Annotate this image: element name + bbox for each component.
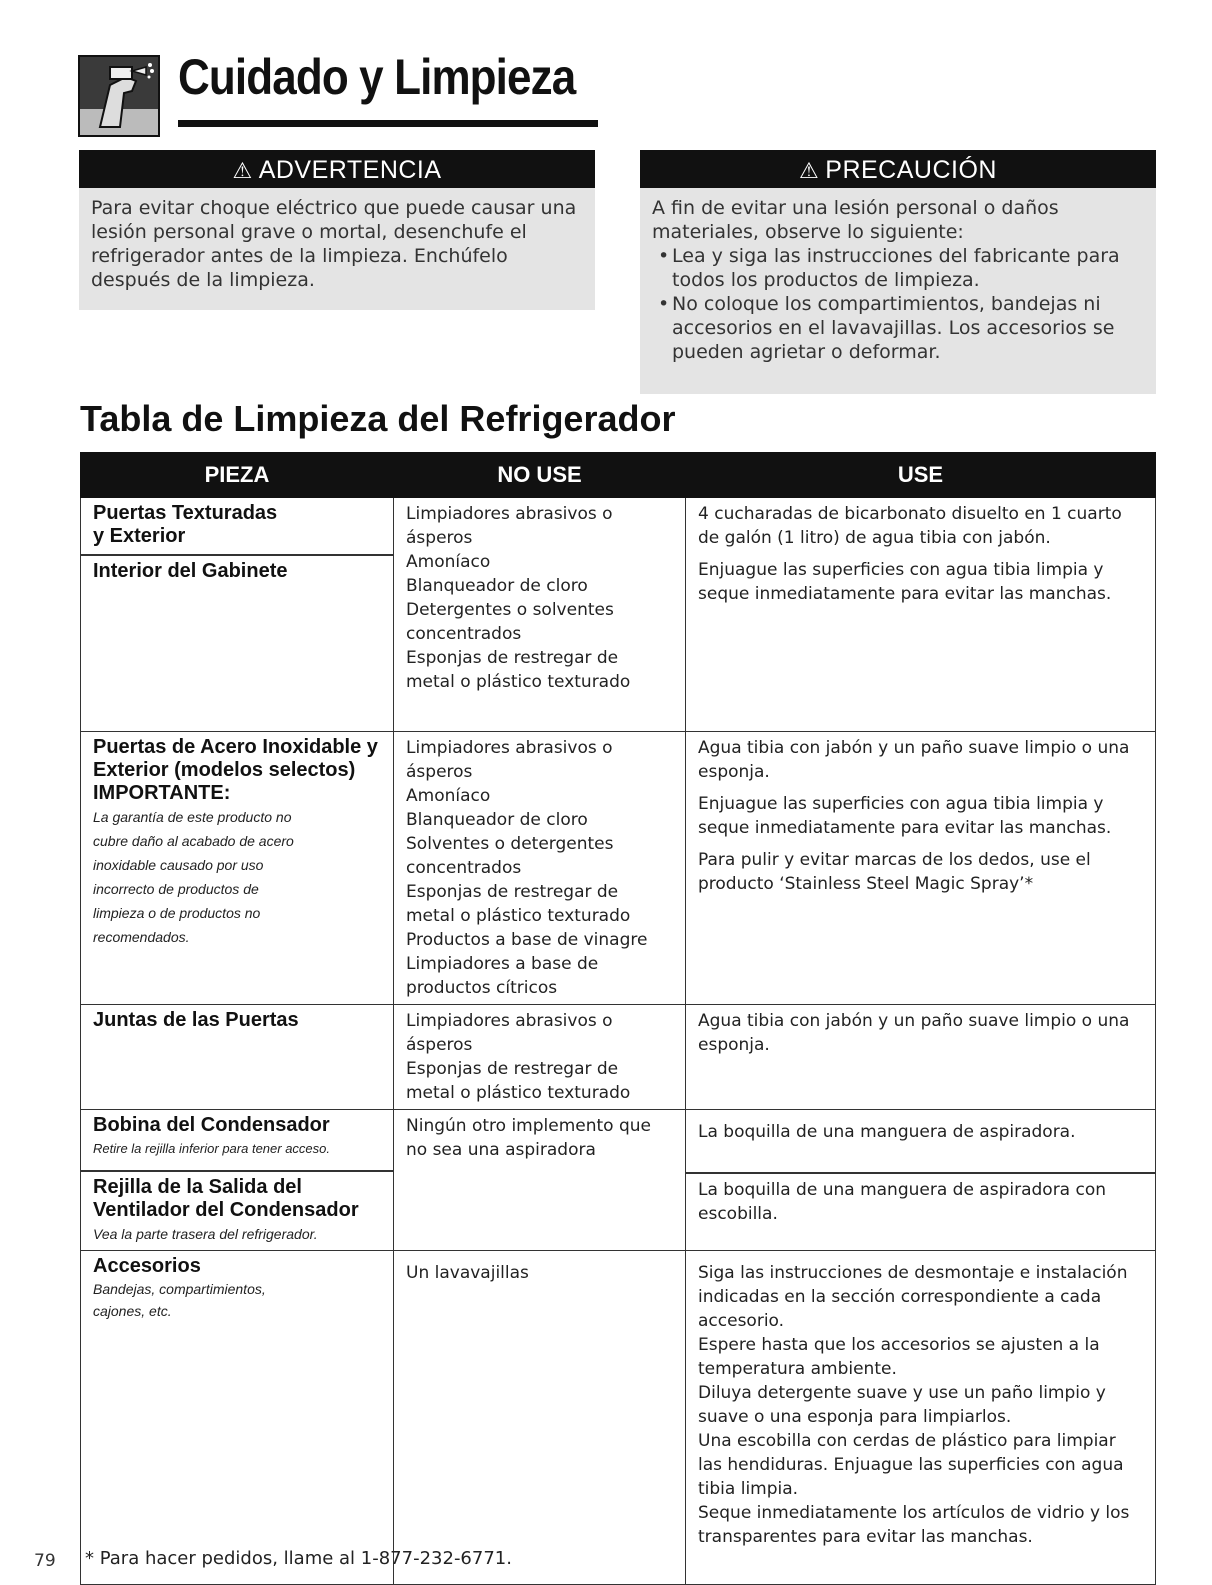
use-text: Agua tibia con jabón y un paño suave limpio o una esponja. <box>698 738 1130 782</box>
title-underline <box>178 120 598 127</box>
no-use-item: concentrados <box>406 624 522 644</box>
use-text: Diluya detergente suave y use un paño limpio y suave o una esponja para limpiarlos. <box>698 1383 1106 1427</box>
part-name: Puertas de Acero Inoxidable y Exterior (modelos selectos) <box>93 736 378 781</box>
caution-text <box>640 188 1156 372</box>
no-use-item: Un lavavajillas <box>406 1263 529 1283</box>
part-note: Bandejas, compartimientos, cajones, etc. <box>93 1281 266 1319</box>
no-use-item: Solventes o detergentes <box>406 834 614 854</box>
no-use-cell <box>394 498 686 732</box>
use-cell <box>686 498 1156 732</box>
table-header-row <box>81 453 1156 498</box>
no-use-item: ásperos <box>406 528 473 548</box>
no-use-item: productos cítricos <box>406 978 558 998</box>
no-use-item: metal o plástico texturado <box>406 906 631 926</box>
part-note: Vea la parte trasera del refrigerador. <box>93 1226 318 1242</box>
no-use-item: Esponjas de restregar de <box>406 882 619 902</box>
part-cell <box>81 1251 394 1585</box>
no-use-item: Amoníaco <box>406 552 491 572</box>
no-use-item: Detergentes o solventes <box>406 600 614 620</box>
no-use-item: Blanqueador de cloro <box>406 810 588 830</box>
page-title: Cuidado y Limpieza <box>178 49 576 105</box>
part-cell <box>81 498 394 732</box>
spray-bottle-icon <box>78 55 160 137</box>
part-cell <box>81 1110 394 1251</box>
no-use-item: Limpiadores abrasivos o <box>406 738 613 758</box>
section-title: Tabla de Limpieza del Refrigerador <box>80 398 676 439</box>
cleaning-table <box>80 452 1156 1585</box>
no-use-item: Ningún otro implemento que <box>406 1116 651 1136</box>
column-header-use: USE <box>686 453 1156 498</box>
part-note: Retire la rejilla inferior para tener acceso. <box>93 1141 330 1156</box>
no-use-item: Esponjas de restregar de <box>406 1059 619 1079</box>
use-text: La boquilla de una manguera de aspiradora. <box>698 1122 1076 1142</box>
no-use-item: Blanqueador de cloro <box>406 576 588 596</box>
part-name: Puertas Texturadas y Exterior <box>93 502 278 547</box>
page-number: 79 <box>34 1551 56 1571</box>
use-cell <box>686 1005 1156 1110</box>
footnote: * Para hacer pedidos, llame al 1-877-232-6771. <box>85 1548 512 1569</box>
part-name: Rejilla de la Salida del Ventilador del Condensador <box>93 1176 359 1221</box>
part-note: La garantía de este producto no cubre daño al acabado de acero inoxidable causado por uso incorrecto de productos de limpieza o de productos no recomendados. <box>93 809 294 945</box>
use-text: Espere hasta que los accesorios se ajusten a la temperatura ambiente. <box>698 1335 1100 1379</box>
no-use-item: Esponjas de restregar de <box>406 648 619 668</box>
warning-triangle-icon: ⚠ <box>799 158 820 183</box>
use-text: Siga las instrucciones de desmontaje e instalación indicadas en la sección correspondiente a cada accesorio. <box>698 1263 1128 1331</box>
no-use-item: Limpiadores abrasivos o <box>406 504 613 524</box>
column-header-no-use: NO USE <box>394 453 686 498</box>
caution-title: PRECAUCIÓN <box>825 156 997 184</box>
no-use-item: Limpiadores a base de <box>406 954 599 974</box>
use-text: Una escobilla con cerdas de plástico para limpiar las hendiduras. Enjuague las superficies con agua tibia limpia. <box>698 1431 1124 1499</box>
warning-box <box>79 150 595 310</box>
no-use-cell <box>394 1251 686 1585</box>
caution-bullet: • No coloque los compartimientos, bandejas ni accesorios en el lavavajillas. Los accesorios se pueden agrietar o deformar. <box>652 292 1144 364</box>
caution-box <box>640 150 1156 394</box>
no-use-item: Limpiadores abrasivos o <box>406 1011 613 1031</box>
column-header-pieza: PIEZA <box>81 453 394 498</box>
caution-bullet: • Lea y siga las instrucciones del fabricante para todos los productos de limpieza. <box>652 244 1144 292</box>
no-use-cell <box>394 1110 686 1251</box>
part-name: Accesorios <box>93 1255 201 1277</box>
no-use-cell <box>394 1005 686 1110</box>
use-cell <box>686 732 1156 1005</box>
part-cell <box>81 732 394 1005</box>
table-row <box>81 1005 1156 1110</box>
important-label: IMPORTANTE: <box>93 782 231 804</box>
warning-triangle-icon: ⚠ <box>232 158 253 183</box>
no-use-item: Amoníaco <box>406 786 491 806</box>
use-text: Enjuague las superficies con agua tibia limpia y seque inmediatamente para evitar las manchas. <box>698 794 1112 838</box>
use-cell <box>686 1110 1156 1251</box>
no-use-item: metal o plástico texturado <box>406 1083 631 1103</box>
caution-intro: A fin de evitar una lesión personal o daños materiales, observe lo siguiente: <box>652 197 1059 243</box>
no-use-item: no sea una aspiradora <box>406 1140 596 1160</box>
no-use-item: Productos a base de vinagre <box>406 930 648 950</box>
use-text: Seque inmediatamente los artículos de vidrio y los transparentes para evitar las manchas. <box>698 1503 1130 1547</box>
table-row <box>81 732 1156 1005</box>
part-name: Juntas de las Puertas <box>93 1009 299 1031</box>
table-row <box>81 1251 1156 1585</box>
caution-header <box>640 150 1156 188</box>
use-text: Para pulir y evitar marcas de los dedos, use el producto ‘Stainless Steel Magic Spray’* <box>698 850 1091 894</box>
warning-title: ADVERTENCIA <box>258 156 442 184</box>
table-row <box>81 498 1156 732</box>
part-name: Bobina del Condensador <box>93 1114 330 1136</box>
no-use-item: metal o plástico texturado <box>406 672 631 692</box>
no-use-item: concentrados <box>406 858 522 878</box>
no-use-cell <box>394 732 686 1005</box>
use-cell <box>686 1251 1156 1585</box>
warning-text: Para evitar choque eléctrico que puede causar una lesión personal grave o mortal, desenchufe el refrigerador antes de la limpieza. Enchúfelo después de la limpieza. <box>91 197 577 291</box>
part-cell <box>81 1005 394 1110</box>
table-row <box>81 1110 1156 1251</box>
use-text: Agua tibia con jabón y un paño suave limpio o una esponja. <box>698 1011 1130 1055</box>
use-text: Enjuague las superficies con agua tibia limpia y seque inmediatamente para evitar las manchas. <box>698 560 1112 604</box>
warning-header <box>79 150 595 188</box>
no-use-item: ásperos <box>406 762 473 782</box>
use-text: 4 cucharadas de bicarbonato disuelto en 1 cuarto de galón (1 litro) de agua tibia con jabón. <box>698 504 1122 548</box>
part-name: Interior del Gabinete <box>93 560 288 582</box>
no-use-item: ásperos <box>406 1035 473 1055</box>
use-text: La boquilla de una manguera de aspiradora con escobilla. <box>698 1180 1107 1224</box>
